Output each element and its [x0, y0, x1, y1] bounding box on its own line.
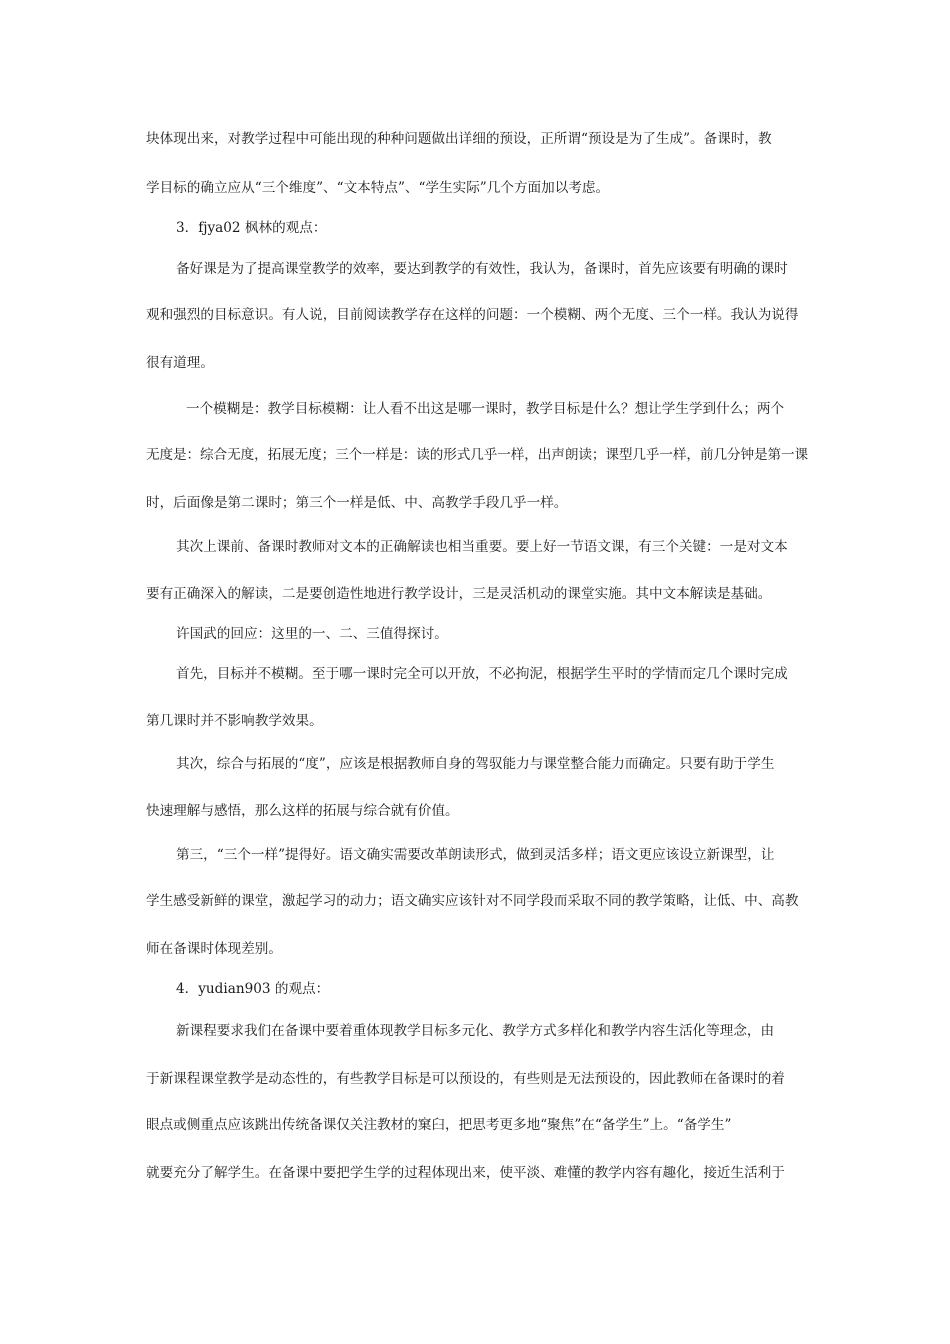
section-heading: 3．fjya02 枫林的观点：	[176, 220, 327, 236]
text-line: 学目标的确立应从“三个维度”、“文本特点”、“学生实际”几个方面加以考虑。	[146, 180, 610, 196]
text-line: 于新课程课堂教学是动态性的，有些教学目标是可以预设的，有些则是无法预设的，因此教师在备课时的着	[146, 1071, 785, 1087]
text-line: 第几课时并不影响教学效果。	[146, 713, 323, 729]
text-line: 块体现出来，对教学过程中可能出现的种种问题做出详细的预设，正所谓“预设是为了生成”。备课时，教	[146, 131, 772, 147]
text-line: 要有正确深入的解读，二是要创造性地进行教学设计，三是灵活机动的课堂实施。其中文本解读是基础。	[146, 586, 772, 602]
text-line: 观和强烈的目标意识。有人说，目前阅读教学存在这样的问题：一个模糊、两个无度、三个一样。我认为说得	[146, 307, 799, 323]
text-line: 师在备课时体现差别。	[146, 941, 282, 957]
text-line: 其次上课前、备课时教师对文本的正确解读也相当重要。要上好一节语文课，有三个关键：一是对文本	[176, 539, 788, 555]
text-line: 很有道理。	[146, 355, 214, 371]
text-line: 首先，目标并不模糊。至于哪一课时完全可以开放，不必拘泥，根据学生平时的学情而定几个课时完成	[176, 666, 788, 682]
text-line: 新课程要求我们在备课中要着重体现教学目标多元化、教学方式多样化和教学内容生活化等理念，由	[176, 1023, 775, 1039]
text-line: 时，后面像是第二课时；第三个一样是低、中、高教学手段几乎一样。	[146, 495, 568, 511]
text-line: 眼点或侧重点应该跳出传统备课仅关注教材的窠臼，把思考更多地“聚焦”在“备学生”上。“备学生”	[146, 1117, 732, 1133]
text-line: 无度是：综合无度，拓展无度；三个一样是：读的形式几乎一样，出声朗读；课型几乎一样，前几分钟是第一课	[146, 447, 809, 463]
text-line: 学生感受新鲜的课堂，激起学习的动力；语文确实应该针对不同学段而采取不同的教学策略，让低、中、高教	[146, 893, 799, 909]
text-line: 快速理解与感悟，那么这样的拓展与综合就有价值。	[146, 803, 459, 819]
text-line: 备好课是为了提高课堂教学的效率，要达到教学的有效性，我认为，备课时，首先应该要有明确的课时	[176, 261, 788, 277]
text-line: 许国武的回应：这里的一、二、三值得探讨。	[176, 626, 448, 642]
text-line: 一个模糊是：教学目标模糊：让人看不出这是哪一课时，教学目标是什么？想让学生学到什么；两个	[186, 401, 785, 417]
text-line: 其次，综合与拓展的“度”，应该是根据教师自身的驾驭能力与课堂整合能力而确定。只要有助于学生	[176, 756, 775, 772]
section-heading: 4．yudian903 的观点：	[176, 981, 330, 997]
text-line: 第三，“三个一样”提得好。语文确实需要改革朗读形式，做到灵活多样；语文更应该设立新课型，让	[176, 847, 775, 863]
text-line: 就要充分了解学生。在备课中要把学生学的过程体现出来，使平淡、难懂的教学内容有趣化，接近生活利于	[146, 1165, 785, 1181]
